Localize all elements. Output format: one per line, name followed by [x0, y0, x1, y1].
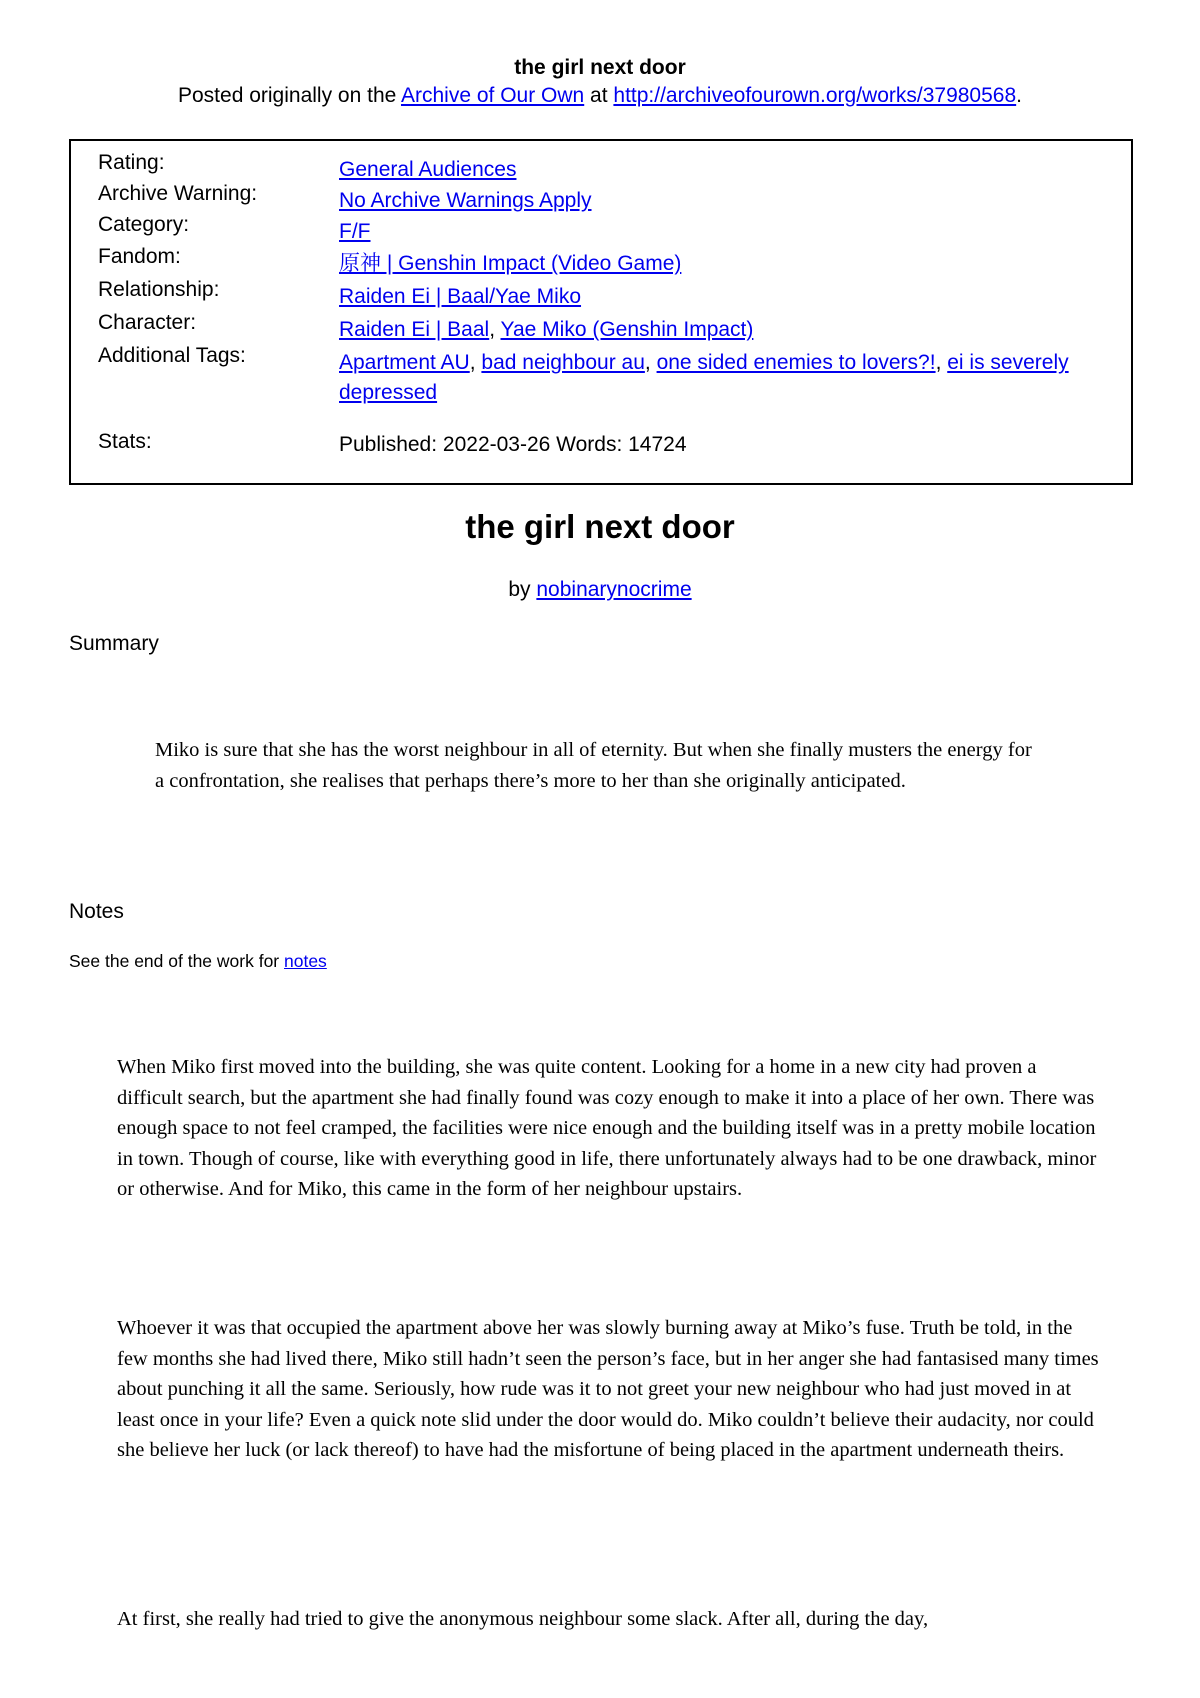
summary-text: Miko is sure that she has the worst neighbour in all of eternity. But when she finally musters the energy for a confrontation, she realises that perhaps there’s more to her than she originally anticipated. — [155, 739, 1032, 792]
metadata-box — [69, 139, 1133, 485]
work-url-link[interactable]: http://archiveofourown.org/works/37980568 — [613, 84, 1017, 107]
character-link[interactable]: Yae Miko (Genshin Impact) — [500, 318, 754, 341]
warning-link[interactable]: No Archive Warnings Apply — [339, 189, 592, 212]
body-paragraph: At first, she really had tried to give the anonymous neighbour some slack. After all, during the day, — [117, 1608, 929, 1630]
category-label: Category: — [98, 213, 190, 236]
tags-label: Additional Tags: — [98, 344, 246, 367]
character-separator: , — [489, 318, 501, 341]
summary-heading: Summary — [69, 632, 159, 655]
notes-text: See the end of the work for — [69, 951, 284, 971]
body-paragraph: Whoever it was that occupied the apartment above her was slowly burning away at Miko’s fuse. Truth be told, in the few months she had lived there, Miko still hadn’t seen the person’s face, but in her anger she had fantasised many times about punching it all the same. Seriously, how rude was it to not greet your new neighbour who had just moved in at least once in your life? Even a quick note slid under the door would do. Miko couldn’t believe their audacity, nor could she believe her luck (or lack thereof) to have had the misfortune of being placed in the apartment underneath theirs. — [117, 1317, 1099, 1461]
header-title: the girl next door — [514, 56, 686, 79]
stats-label: Stats: — [98, 430, 152, 453]
character-link[interactable]: Raiden Ei | Baal — [339, 318, 490, 341]
rating-link[interactable]: General Audiences — [339, 158, 517, 181]
author-link[interactable]: nobinarynocrime — [536, 578, 692, 601]
relationship-link[interactable]: Raiden Ei | Baal/Yae Miko — [339, 285, 582, 308]
byline-prefix: by — [508, 578, 537, 601]
tag-separator: , — [935, 351, 948, 374]
work-title: the girl next door — [465, 508, 735, 545]
byline — [0, 578, 1200, 602]
posted-mid: at — [584, 84, 614, 107]
notes-reference — [69, 951, 327, 972]
tag-link[interactable]: Apartment AU — [339, 351, 470, 374]
tag-link[interactable]: ei is severely depressed — [339, 351, 1069, 404]
fandom-label: Fandom: — [98, 245, 181, 268]
notes-heading: Notes — [69, 900, 124, 923]
stats-value: Published: 2022-03-26 Words: 14724 — [339, 433, 687, 456]
relationship-label: Relationship: — [98, 278, 220, 301]
fandom-link[interactable]: 原神 | Genshin Impact (Video Game) — [339, 252, 682, 275]
tag-link[interactable]: one sided enemies to lovers?! — [656, 351, 936, 374]
character-label: Character: — [98, 311, 197, 334]
tag-link[interactable]: bad neighbour au — [481, 351, 645, 374]
notes-link[interactable]: notes — [284, 951, 327, 971]
tag-separator: , — [644, 351, 657, 374]
archive-link[interactable]: Archive of Our Own — [400, 84, 585, 107]
posted-line — [0, 84, 1200, 108]
tag-separator: , — [469, 351, 482, 374]
body-paragraph: When Miko first moved into the building, she was quite content. Looking for a home in a new city had proven a difficult search, but the apartment she had finally found was cozy enough to make it into a place of her own. There was enough space to not feel cramped, the facilities were nice enough and the building itself was in a pretty mobile location in town. Though of course, like with everything good in life, there unfortunately always had to be one drawback, minor or otherwise. And for Miko, this came in the form of her neighbour upstairs. — [117, 1056, 1097, 1200]
warning-label: Archive Warning: — [98, 182, 258, 205]
posted-prefix: Posted originally on the — [178, 84, 401, 107]
category-link[interactable]: F/F — [339, 220, 371, 243]
posted-suffix: . — [1016, 84, 1022, 107]
rating-label: Rating: — [98, 151, 165, 174]
